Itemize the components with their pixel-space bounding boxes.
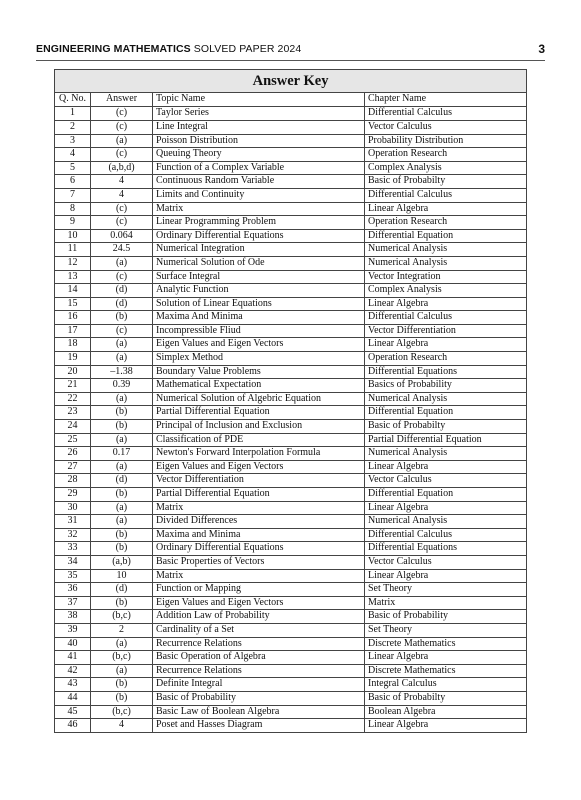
chapter-name: Differential Equations <box>365 365 527 379</box>
running-title-bold: ENGINEERING MATHEMATICS <box>36 43 191 55</box>
question-number: 15 <box>55 297 91 311</box>
chapter-name: Differential Equations <box>365 542 527 556</box>
answer-value: (a) <box>91 664 153 678</box>
question-number: 25 <box>55 433 91 447</box>
chapter-name: Numerical Analysis <box>365 515 527 529</box>
question-number: 42 <box>55 664 91 678</box>
answer-value: (a,b) <box>91 555 153 569</box>
question-number: 46 <box>55 719 91 733</box>
chapter-name: Boolean Algebra <box>365 705 527 719</box>
answer-value: (b) <box>91 420 153 434</box>
column-header-topic: Topic Name <box>153 93 365 107</box>
question-number: 4 <box>55 148 91 162</box>
table-row <box>55 474 527 488</box>
table-row <box>55 691 527 705</box>
topic-name: Linear Programming Problem <box>153 216 365 230</box>
chapter-name: Linear Algebra <box>365 651 527 665</box>
topic-name: Matrix <box>153 202 365 216</box>
answer-value: (a) <box>91 338 153 352</box>
chapter-name: Differential Equation <box>365 406 527 420</box>
table-row <box>55 379 527 393</box>
answer-value: (a) <box>91 460 153 474</box>
topic-name: Definite Integral <box>153 678 365 692</box>
topic-name: Basic of Probability <box>153 691 365 705</box>
table-row <box>55 678 527 692</box>
topic-name: Matrix <box>153 569 365 583</box>
topic-name: Incompressible Fliud <box>153 324 365 338</box>
answer-value: 10 <box>91 569 153 583</box>
topic-name: Recurrence Relations <box>153 664 365 678</box>
question-number: 19 <box>55 352 91 366</box>
column-header-qno: Q. No. <box>55 93 91 107</box>
chapter-name: Operation Research <box>365 352 527 366</box>
question-number: 44 <box>55 691 91 705</box>
chapter-name: Linear Algebra <box>365 501 527 515</box>
topic-name: Eigen Values and Eigen Vectors <box>153 460 365 474</box>
chapter-name: Basic of Probabilty <box>365 175 527 189</box>
question-number: 11 <box>55 243 91 257</box>
question-number: 1 <box>55 107 91 121</box>
chapter-name: Matrix <box>365 596 527 610</box>
question-number: 3 <box>55 134 91 148</box>
chapter-name: Basic of Probabilty <box>365 420 527 434</box>
answer-value: (b) <box>91 488 153 502</box>
column-header-row <box>55 93 527 107</box>
question-number: 38 <box>55 610 91 624</box>
question-number: 32 <box>55 528 91 542</box>
answer-value: (c) <box>91 216 153 230</box>
question-number: 29 <box>55 488 91 502</box>
chapter-name: Differential Equation <box>365 229 527 243</box>
question-number: 34 <box>55 555 91 569</box>
topic-name: Classification of PDE <box>153 433 365 447</box>
table-row <box>55 637 527 651</box>
topic-name: Basic Law of Boolean Algebra <box>153 705 365 719</box>
chapter-name: Partial Differential Equation <box>365 433 527 447</box>
answer-value: 4 <box>91 175 153 189</box>
chapter-name: Differential Calculus <box>365 188 527 202</box>
chapter-name: Set Theory <box>365 583 527 597</box>
answer-value: (d) <box>91 297 153 311</box>
chapter-name: Operation Research <box>365 216 527 230</box>
question-number: 27 <box>55 460 91 474</box>
chapter-name: Linear Algebra <box>365 460 527 474</box>
answer-value: (a) <box>91 392 153 406</box>
chapter-name: Set Theory <box>365 623 527 637</box>
table-row <box>55 175 527 189</box>
topic-name: Vector Differentiation <box>153 474 365 488</box>
chapter-name: Complex Analysis <box>365 161 527 175</box>
topic-name: Basic Operation of Algebra <box>153 651 365 665</box>
topic-name: Cardinality of a Set <box>153 623 365 637</box>
answer-value: 0.39 <box>91 379 153 393</box>
column-header-answer: Answer <box>91 93 153 107</box>
answer-value: (b,c) <box>91 651 153 665</box>
table-row <box>55 216 527 230</box>
table-row <box>55 229 527 243</box>
topic-name: Simplex Method <box>153 352 365 366</box>
answer-value: (a) <box>91 134 153 148</box>
answer-value: (b) <box>91 691 153 705</box>
answer-value: (b) <box>91 311 153 325</box>
answer-value: 0.17 <box>91 447 153 461</box>
table-row <box>55 392 527 406</box>
answer-value: (d) <box>91 474 153 488</box>
chapter-name: Vector Calculus <box>365 555 527 569</box>
question-number: 2 <box>55 120 91 134</box>
topic-name: Continuous Random Variable <box>153 175 365 189</box>
question-number: 40 <box>55 637 91 651</box>
topic-name: Boundary Value Problems <box>153 365 365 379</box>
answer-value: (a,b,d) <box>91 161 153 175</box>
question-number: 10 <box>55 229 91 243</box>
page-number: 3 <box>538 42 545 56</box>
question-number: 5 <box>55 161 91 175</box>
chapter-name: Differential Equation <box>365 488 527 502</box>
table-row <box>55 460 527 474</box>
table-row <box>55 243 527 257</box>
table-row <box>55 542 527 556</box>
table-row <box>55 365 527 379</box>
chapter-name: Basic of Probability <box>365 610 527 624</box>
answer-value: (a) <box>91 433 153 447</box>
running-title-rest: SOLVED PAPER 2024 <box>190 43 302 55</box>
answer-value: (a) <box>91 501 153 515</box>
topic-name: Mathematical Expectation <box>153 379 365 393</box>
question-number: 6 <box>55 175 91 189</box>
answer-value: 0.064 <box>91 229 153 243</box>
answer-value: (d) <box>91 284 153 298</box>
topic-name: Function of a Complex Variable <box>153 161 365 175</box>
chapter-name: Linear Algebra <box>365 719 527 733</box>
table-row <box>55 270 527 284</box>
answer-key-caption: Answer Key <box>55 70 527 93</box>
topic-name: Partial Differential Equation <box>153 488 365 502</box>
table-row <box>55 311 527 325</box>
question-number: 20 <box>55 365 91 379</box>
topic-name: Newton's Forward Interpolation Formula <box>153 447 365 461</box>
question-number: 30 <box>55 501 91 515</box>
question-number: 21 <box>55 379 91 393</box>
table-row <box>55 610 527 624</box>
question-number: 41 <box>55 651 91 665</box>
topic-name: Taylor Series <box>153 107 365 121</box>
table-row <box>55 256 527 270</box>
answer-value: 4 <box>91 188 153 202</box>
answer-value: 24.5 <box>91 243 153 257</box>
table-row <box>55 623 527 637</box>
topic-name: Partial Differential Equation <box>153 406 365 420</box>
question-number: 33 <box>55 542 91 556</box>
question-number: 17 <box>55 324 91 338</box>
chapter-name: Linear Algebra <box>365 569 527 583</box>
topic-name: Line Integral <box>153 120 365 134</box>
chapter-name: Numerical Analysis <box>365 243 527 257</box>
question-number: 14 <box>55 284 91 298</box>
table-row <box>55 107 527 121</box>
answer-value: (d) <box>91 583 153 597</box>
chapter-name: Linear Algebra <box>365 297 527 311</box>
question-number: 18 <box>55 338 91 352</box>
table-row <box>55 515 527 529</box>
answer-value: (c) <box>91 107 153 121</box>
table-row <box>55 569 527 583</box>
chapter-name: Operation Research <box>365 148 527 162</box>
topic-name: Numerical Integration <box>153 243 365 257</box>
question-number: 45 <box>55 705 91 719</box>
question-number: 35 <box>55 569 91 583</box>
question-number: 43 <box>55 678 91 692</box>
answer-key <box>54 69 526 733</box>
table-row <box>55 420 527 434</box>
chapter-name: Complex Analysis <box>365 284 527 298</box>
table-row <box>55 501 527 515</box>
topic-name: Maxima and Minima <box>153 528 365 542</box>
answer-value: (c) <box>91 148 153 162</box>
answer-value: (b) <box>91 542 153 556</box>
topic-name: Addition Law of Probability <box>153 610 365 624</box>
topic-name: Ordinary Differential Equations <box>153 542 365 556</box>
topic-name: Limits and Continuity <box>153 188 365 202</box>
topic-name: Matrix <box>153 501 365 515</box>
question-number: 39 <box>55 623 91 637</box>
table-row <box>55 297 527 311</box>
question-number: 37 <box>55 596 91 610</box>
answer-value: (b) <box>91 596 153 610</box>
question-number: 24 <box>55 420 91 434</box>
chapter-name: Vector Differentiation <box>365 324 527 338</box>
topic-name: Poisson Distribution <box>153 134 365 148</box>
table-row <box>55 555 527 569</box>
chapter-name: Basic of Probabilty <box>365 691 527 705</box>
topic-name: Analytic Function <box>153 284 365 298</box>
table-row <box>55 433 527 447</box>
question-number: 28 <box>55 474 91 488</box>
table-row <box>55 488 527 502</box>
topic-name: Surface Integral <box>153 270 365 284</box>
table-row <box>55 406 527 420</box>
chapter-name: Differential Calculus <box>365 528 527 542</box>
running-title <box>36 43 301 55</box>
topic-name: Function or Mapping <box>153 583 365 597</box>
question-number: 22 <box>55 392 91 406</box>
answer-value: (b,c) <box>91 610 153 624</box>
topic-name: Divided Differences <box>153 515 365 529</box>
question-number: 13 <box>55 270 91 284</box>
question-number: 7 <box>55 188 91 202</box>
table-row <box>55 447 527 461</box>
question-number: 9 <box>55 216 91 230</box>
table-row <box>55 120 527 134</box>
chapter-name: Discrete Mathematics <box>365 637 527 651</box>
topic-name: Recurrence Relations <box>153 637 365 651</box>
answer-value: (b) <box>91 678 153 692</box>
answer-value: 2 <box>91 623 153 637</box>
table-row <box>55 188 527 202</box>
table-row <box>55 352 527 366</box>
chapter-name: Linear Algebra <box>365 202 527 216</box>
topic-name: Solution of Linear Equations <box>153 297 365 311</box>
topic-name: Maxima And Minima <box>153 311 365 325</box>
chapter-name: Discrete Mathematics <box>365 664 527 678</box>
answer-value: (c) <box>91 324 153 338</box>
chapter-name: Vector Integration <box>365 270 527 284</box>
question-number: 12 <box>55 256 91 270</box>
question-number: 23 <box>55 406 91 420</box>
topic-name: Basic Properties of Vectors <box>153 555 365 569</box>
table-row <box>55 664 527 678</box>
table-row <box>55 284 527 298</box>
chapter-name: Probability Distribution <box>365 134 527 148</box>
chapter-name: Linear Algebra <box>365 338 527 352</box>
chapter-name: Integral Calculus <box>365 678 527 692</box>
chapter-name: Vector Calculus <box>365 474 527 488</box>
table-row <box>55 719 527 733</box>
table-row <box>55 651 527 665</box>
answer-value: –1.38 <box>91 365 153 379</box>
question-number: 8 <box>55 202 91 216</box>
topic-name: Principal of Inclusion and Exclusion <box>153 420 365 434</box>
table-row <box>55 148 527 162</box>
answer-value: (c) <box>91 120 153 134</box>
answer-value: (a) <box>91 256 153 270</box>
table-row <box>55 161 527 175</box>
table-row <box>55 324 527 338</box>
page-header <box>36 42 545 61</box>
question-number: 26 <box>55 447 91 461</box>
topic-name: Queuing Theory <box>153 148 365 162</box>
column-header-chapter: Chapter Name <box>365 93 527 107</box>
topic-name: Eigen Values and Eigen Vectors <box>153 596 365 610</box>
answer-value: (b,c) <box>91 705 153 719</box>
answer-value: 4 <box>91 719 153 733</box>
answer-key-body <box>55 93 527 733</box>
question-number: 31 <box>55 515 91 529</box>
table-row <box>55 583 527 597</box>
chapter-name: Numerical Analysis <box>365 256 527 270</box>
answer-value: (b) <box>91 406 153 420</box>
answer-value: (c) <box>91 202 153 216</box>
answer-value: (c) <box>91 270 153 284</box>
answer-value: (a) <box>91 515 153 529</box>
chapter-name: Numerical Analysis <box>365 392 527 406</box>
chapter-name: Differential Calculus <box>365 107 527 121</box>
answer-value: (a) <box>91 637 153 651</box>
table-row <box>55 134 527 148</box>
answer-key-table <box>54 69 527 733</box>
question-number: 16 <box>55 311 91 325</box>
answer-value: (a) <box>91 352 153 366</box>
table-row <box>55 705 527 719</box>
question-number: 36 <box>55 583 91 597</box>
topic-name: Numerical Solution of Ode <box>153 256 365 270</box>
chapter-name: Numerical Analysis <box>365 447 527 461</box>
table-row <box>55 338 527 352</box>
answer-value: (b) <box>91 528 153 542</box>
topic-name: Ordinary Differential Equations <box>153 229 365 243</box>
table-row <box>55 202 527 216</box>
chapter-name: Vector Calculus <box>365 120 527 134</box>
chapter-name: Differential Calculus <box>365 311 527 325</box>
topic-name: Eigen Values and Eigen Vectors <box>153 338 365 352</box>
topic-name: Numerical Solution of Algebric Equation <box>153 392 365 406</box>
topic-name: Poset and Hasses Diagram <box>153 719 365 733</box>
chapter-name: Basics of Probability <box>365 379 527 393</box>
table-row <box>55 528 527 542</box>
table-row <box>55 596 527 610</box>
